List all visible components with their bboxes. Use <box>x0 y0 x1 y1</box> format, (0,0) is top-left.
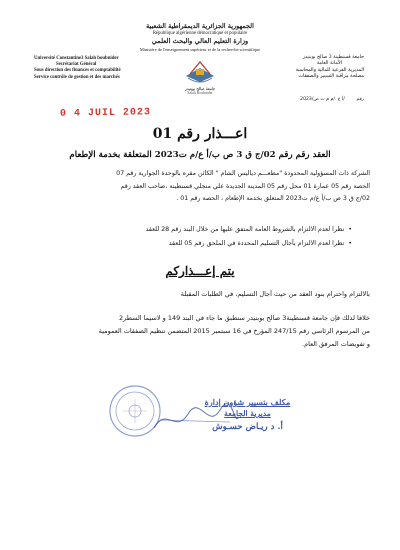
ministry-title-fr: Ministère de l'enseignement supérieur et de la recherche scientifique <box>139 47 261 52</box>
closing-line: و تفويضات المرفق العام. <box>302 340 370 348</box>
paragraph-line: الشركة ذات المسؤولية المحدودة "مطعـــم دياليس الشام " الكائن مقره بالوحدة الجوارية رقم 07 <box>116 170 370 177</box>
institution-line: جامعة قسنطينة 3 صالح بوبنيدر <box>302 55 364 60</box>
notice-heading: يتم إعـــذاركم <box>165 264 235 278</box>
logo-caption-ar: جامعة صالح بوبنيدر <box>184 86 216 91</box>
main-paragraph <box>32 168 370 206</box>
bullet-text: نظرا لعدم الالتزام بالشروط العامة المتفق عليها من خلال البند رقم 28 للعقد <box>145 226 345 233</box>
closing-paragraph <box>30 290 370 351</box>
signature-title: مكلف بتسيير شؤون إدارة <box>204 397 291 407</box>
institution-line: Service contrôle de gestion et des marchés <box>34 74 120 80</box>
institution-line: مصلحة مراقبة التسيير والصفقات <box>298 73 364 79</box>
closing-line: بالالتزام واحترام بنود العقد من حيث آجال التسليم، في الطلبات المقبلة <box>180 290 370 298</box>
paragraph-line: 02/ج ق 3 ص ب/أ ع/م ت2023 المتعلق بخدمة الإطعام ، الحصة رقم 01 . <box>176 195 370 203</box>
institution-line: Secrétariat Général <box>56 62 97 68</box>
closing-line: من المرسوم الرئاسي رقم 247/15 المؤرخ في 16 سبتمبر 2015 المتضمن تنظيم الصفقات العمومية <box>98 327 370 335</box>
institution-line: الأمانة العامة <box>316 61 342 67</box>
university-logo <box>178 56 222 90</box>
signature-scribble-icon <box>150 400 240 438</box>
institution-line: المديرية الفرعية للمالية والمحاسبة <box>295 67 364 73</box>
ministry-title-ar: وزارة التعليم العالي والبحث العلمي <box>151 37 249 45</box>
institution-line: Sous direction des finances et comptabilité <box>34 68 121 74</box>
document-title: اعـــذار رقم 01 <box>152 126 248 142</box>
bullet-list <box>32 226 352 247</box>
received-date-stamp: 0 4 JUIL 2023 <box>59 107 152 120</box>
handwritten-signature <box>150 400 240 438</box>
bullet-icon: • <box>344 226 352 233</box>
paragraph-line: الحصة رقم 05 عمارة 01 محل رقم 05 المدينة الجديدة علي منجلي قسنطينة ،صاحب العقد رقم <box>120 182 370 190</box>
reference-number: رقم /أ ع ./م م ت ص/2023 <box>300 97 364 102</box>
bullet-text: نظرا لعدم الالتزام بآجال التسليم المحددة في الملحق رقم 05 للعقد <box>168 240 345 247</box>
closing-line: خلافا لذلك فإن جامعة قسنطينة3 صالح بوبنيدر ستطبق ما جاء في البند 149 و لاسيما السطر2 <box>118 314 370 322</box>
signatory-name: أ. د ريـاض حسـوش <box>212 422 283 432</box>
signature-subtitle: مديرية الجامعة <box>224 409 271 418</box>
republic-title-ar: الجمهورية الجزائرية الديمقراطية الشعبية <box>146 22 254 30</box>
institution-line: Université Constantine3 Salah boubnider <box>34 56 119 61</box>
list-item <box>32 240 352 247</box>
document-subtitle: العقد رقم رقم 02/ج ق 3 ص ب/أ ع/م ت2023 المتعلقة بخدمة الإطعام <box>69 150 331 160</box>
university-logo-icon <box>178 56 222 90</box>
bullet-icon: • <box>344 240 352 247</box>
institution-block-fr <box>34 56 174 81</box>
republic-title-fr: République algérienne démocratique et populaire <box>152 31 248 36</box>
logo-caption-fr: Salah Boubnider <box>187 91 213 95</box>
institution-block-ar <box>240 55 364 80</box>
list-item <box>32 226 352 233</box>
